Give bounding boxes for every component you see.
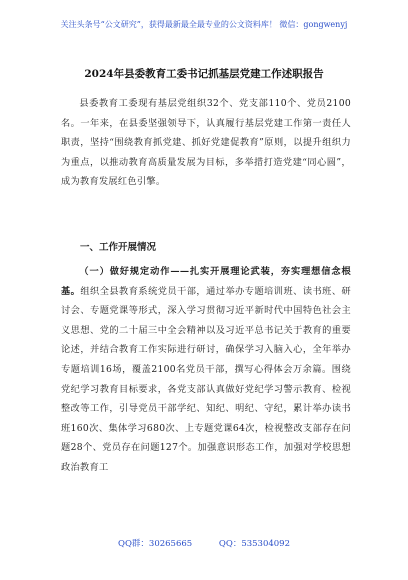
paragraph-lead: （一）做好规定动作——扎实开展理论武装，夯实理想信念根基。	[61, 266, 351, 297]
intro-paragraph: 县委教育工委现有基层党组织32个、党支部110个、党员2100名。一年来，在县委坚强领导下，认真履行基层党建工作第一责任人职责，坚持“围绕教育抓党建、抓好党建促教育”原则，以提升组织力为重点，以推动教育高质量发展为目标，多举措打造党建“同心圆”，成为教育发展红色引擎。	[61, 98, 351, 188]
section-heading-work: 一、工作开展情况	[80, 242, 157, 253]
document-title: 2024年县委教育工委书记抓基层党建工作述职报告	[84, 68, 324, 80]
paragraph-body: 组织全县教育系统党员干部，通过举办专题培训班、读书班、研讨会、专题党课等形式，深入学习贯彻习近平新时代中国特色社会主义思想、党的二十届三中全会精神以及习近平总书记关于教育的重要论述，并结合教育工作实际进行研讨，确保学习入脑入心，全年举办专题培训16场，覆盖2100名党员干部，撰写心得体会万余篇。围绕党纪学习教育目标要求，各党支部认真做好党纪学习警示教育、检视整改等工作，引导党员干部学纪、知纪、明纪、守纪，累计举办读书班160次、集体学习680次、上专题党课64次，检视整改支部存在问题28个、党员存在问题127个。加强意识形态工作，加强对学校思想政治教育工	[61, 285, 351, 473]
qq-number: QQ：535304092	[218, 539, 290, 549]
promo-banner-bottom	[0, 537, 408, 549]
promo-banner-top: 关注头条号“公文研究”，获得最新最全最专业的公文资料库！ 微信：gongwenyj	[60, 20, 348, 29]
qq-group-number: QQ群：30265665	[117, 539, 193, 549]
section-paragraph-1	[61, 262, 351, 478]
